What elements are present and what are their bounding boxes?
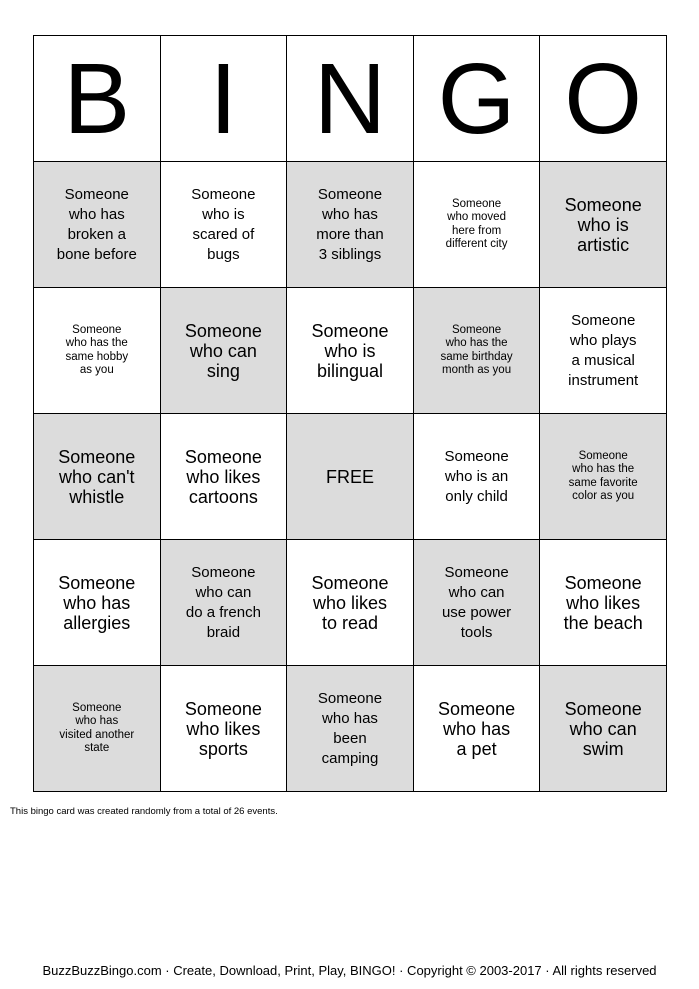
bingo-cell-text: Someone who likes cartoons <box>184 446 262 507</box>
bingo-cell <box>287 288 414 414</box>
bingo-cell-text: Someone who has the same favorite color as you <box>568 449 638 502</box>
bingo-header-i: I <box>160 36 287 162</box>
bingo-cell <box>540 414 667 540</box>
bingo-cell <box>34 666 161 792</box>
bingo-free-text: FREE <box>325 466 374 487</box>
bingo-cell <box>34 162 161 288</box>
bingo-cell <box>34 288 161 414</box>
bingo-card <box>33 35 667 792</box>
bingo-row <box>34 666 667 792</box>
bingo-cell <box>413 288 540 414</box>
bingo-cell <box>160 414 287 540</box>
bingo-cell <box>413 540 540 666</box>
card-generation-note: This bingo card was created randomly from a total of 26 events. <box>10 806 278 817</box>
bingo-cell-text: Someone who is scared of bugs <box>191 185 256 263</box>
bingo-header-b: B <box>34 36 161 162</box>
bingo-cell-text: Someone who can swim <box>564 698 642 759</box>
bingo-cell-text: Someone who has visited another state <box>59 701 135 754</box>
bingo-row <box>34 288 667 414</box>
bingo-cell-text: Someone who is artistic <box>564 194 642 255</box>
bingo-cell-text: Someone who has allergies <box>58 572 136 633</box>
page-footer: BuzzBuzzBingo.com · Create, Download, Print, Play, BINGO! · Copyright © 2003-2017 · All rights reserved <box>42 963 657 978</box>
bingo-free-cell <box>287 414 414 540</box>
bingo-cell-text: Someone who can use power tools <box>441 563 512 641</box>
bingo-cell-text: Someone who can do a french braid <box>185 563 261 641</box>
bingo-cell-text: Someone who moved here from different city <box>445 197 508 250</box>
bingo-cell <box>160 288 287 414</box>
bingo-cell-text: Someone who plays a musical instrument <box>568 311 639 389</box>
bingo-cell-text: Someone who has been camping <box>317 689 383 767</box>
bingo-cell <box>413 414 540 540</box>
bingo-row <box>34 162 667 288</box>
bingo-cell-text: Someone who likes the beach <box>563 572 643 633</box>
bingo-cell <box>287 540 414 666</box>
bingo-cell-text: Someone who is bilingual <box>311 320 389 381</box>
bingo-cell-text: Someone who can sing <box>184 320 262 381</box>
bingo-header-o: O <box>540 36 667 162</box>
bingo-cell <box>160 540 287 666</box>
bingo-cell <box>413 666 540 792</box>
bingo-cell <box>160 162 287 288</box>
bingo-cell-text: Someone who can't whistle <box>58 446 136 507</box>
bingo-cell <box>540 666 667 792</box>
bingo-cell <box>540 162 667 288</box>
bingo-cell <box>413 162 540 288</box>
bingo-cell <box>540 288 667 414</box>
bingo-cell <box>287 666 414 792</box>
bingo-cell <box>34 414 161 540</box>
bingo-row <box>34 540 667 666</box>
bingo-header-row <box>34 36 667 162</box>
bingo-cell <box>287 162 414 288</box>
bingo-cell-text: Someone who likes to read <box>311 572 389 633</box>
bingo-row <box>34 414 667 540</box>
bingo-cell-text: Someone who is an only child <box>444 447 509 505</box>
bingo-header-n: N <box>287 36 414 162</box>
bingo-cell-text: Someone who has broken a bone before <box>56 185 137 263</box>
bingo-cell-text: Someone who has a pet <box>438 698 516 759</box>
bingo-cell-text: Someone who has the same hobby as you <box>65 323 129 376</box>
bingo-cell <box>34 540 161 666</box>
bingo-cell-text: Someone who has the same birthday month as you <box>440 323 513 376</box>
bingo-header-g: G <box>413 36 540 162</box>
bingo-cell <box>540 540 667 666</box>
bingo-cell-text: Someone who has more than 3 siblings <box>316 185 384 263</box>
bingo-cell-text: Someone who likes sports <box>184 698 262 759</box>
bingo-cell <box>160 666 287 792</box>
